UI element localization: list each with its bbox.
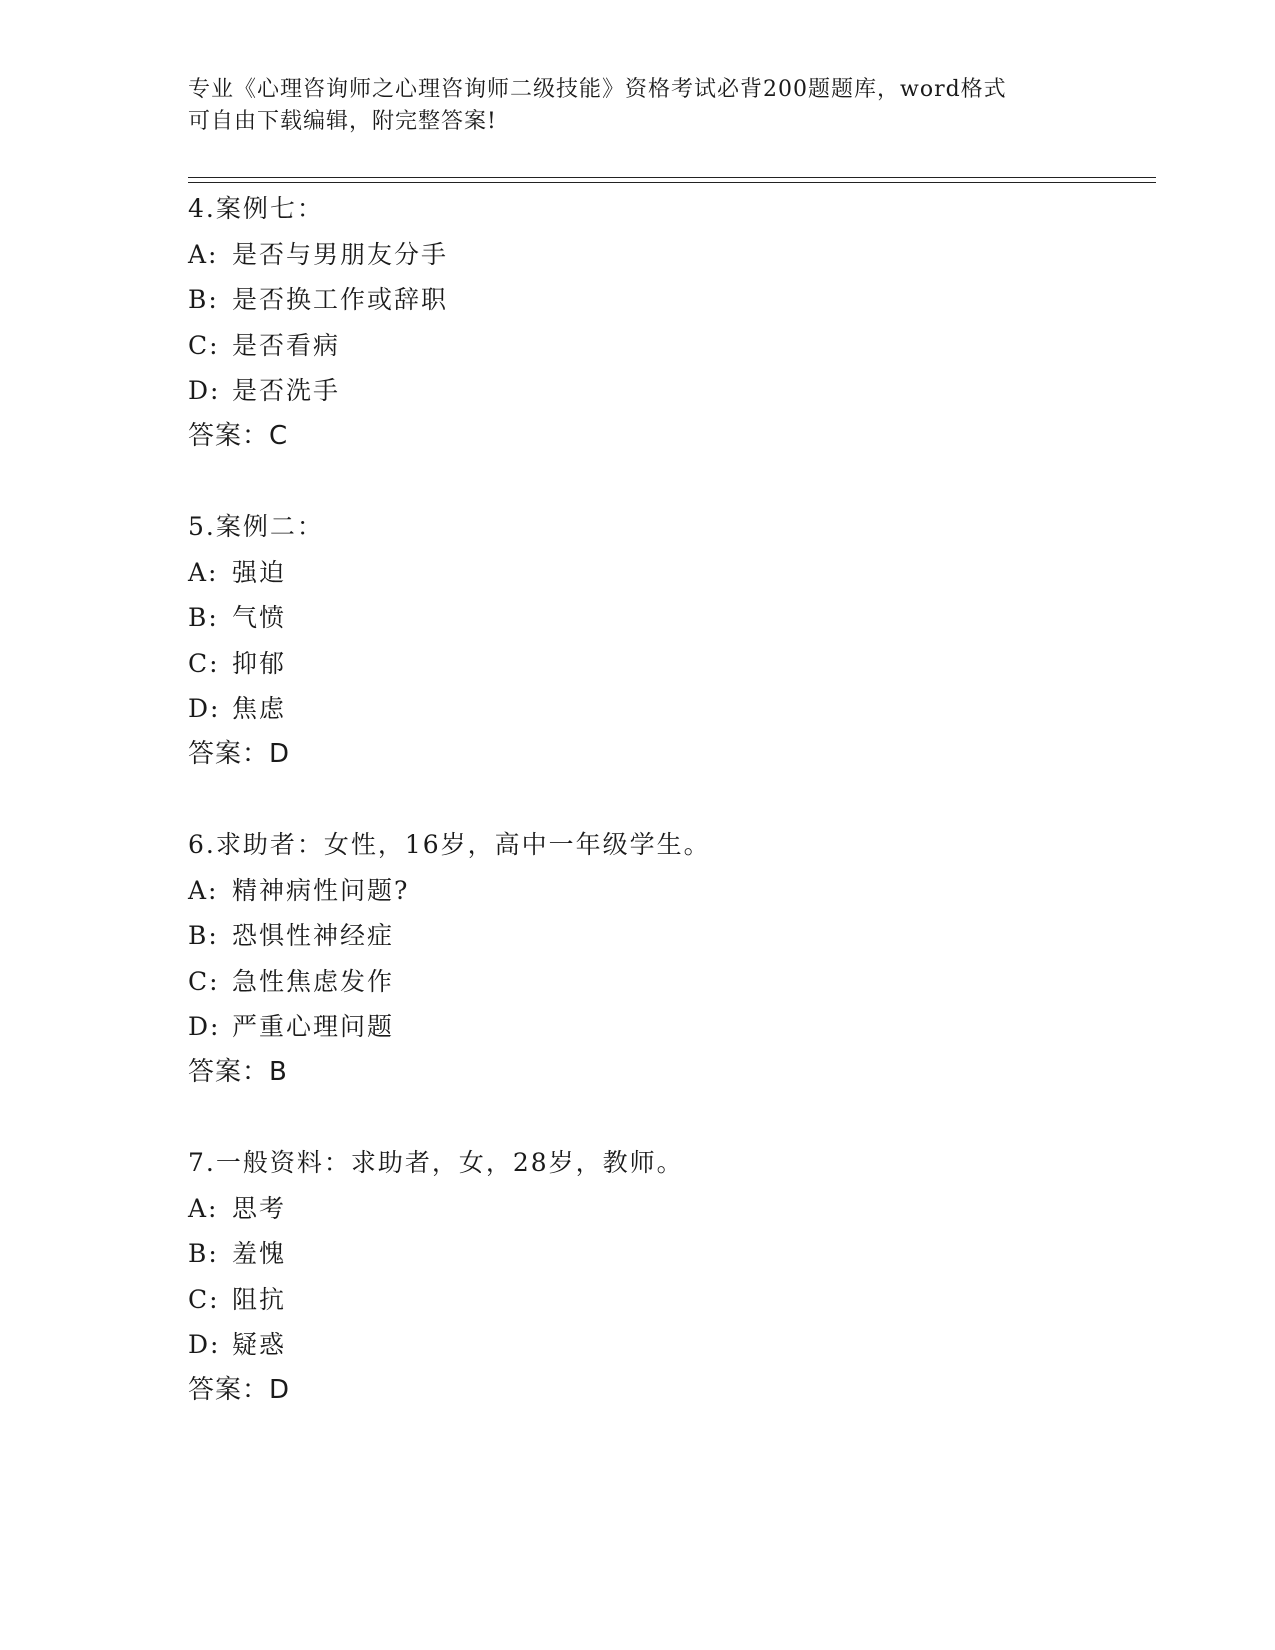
- question-stem: 4.案例七：: [188, 194, 324, 223]
- option-letter: C:: [188, 330, 220, 360]
- option-text: 精神病性问题?: [232, 875, 410, 905]
- option-text: 是否洗手: [232, 376, 341, 406]
- option-letter: D:: [188, 376, 221, 406]
- option-letter: A:: [188, 875, 219, 905]
- option-a: [188, 232, 1148, 278]
- option-text: 是否换工作或辞职: [232, 285, 449, 315]
- option-c: [188, 641, 1148, 687]
- option-text: 是否与男朋友分手: [232, 239, 449, 269]
- option-text: 思考: [232, 1193, 287, 1223]
- header-divider-top: [188, 177, 1156, 178]
- option-text: 疑惑: [232, 1330, 287, 1360]
- option-text: 强迫: [232, 557, 287, 587]
- option-c: [188, 323, 1148, 369]
- question-block: [188, 822, 1148, 1096]
- option-letter: A:: [188, 239, 219, 269]
- option-d: [188, 1004, 1148, 1050]
- option-a: [188, 868, 1148, 914]
- option-d: [188, 686, 1148, 732]
- answer-line: 答案：D: [188, 1374, 291, 1405]
- option-b: [188, 277, 1148, 323]
- question-block: [188, 1140, 1148, 1414]
- option-b: [188, 913, 1148, 959]
- option-letter: A:: [188, 557, 219, 587]
- option-letter: C:: [188, 966, 220, 996]
- question-stem: 5.案例二：: [188, 512, 324, 541]
- option-b: [188, 595, 1148, 641]
- option-b: [188, 1231, 1148, 1277]
- option-c: [188, 959, 1148, 1005]
- answer-line: 答案：C: [188, 420, 289, 451]
- option-letter: C:: [188, 648, 220, 678]
- option-d: [188, 1322, 1148, 1368]
- question-block: [188, 186, 1148, 460]
- option-letter: B:: [188, 921, 219, 951]
- option-letter: B:: [188, 1239, 219, 1269]
- option-letter: B:: [188, 603, 219, 633]
- answer-line: 答案：B: [188, 1056, 288, 1087]
- option-a: [188, 550, 1148, 596]
- option-d: [188, 368, 1148, 414]
- question-stem: 7.一般资料：求助者，女，28岁，教师。: [188, 1148, 684, 1177]
- document-header: [188, 74, 1088, 138]
- option-letter: D:: [188, 694, 221, 724]
- option-a: [188, 1186, 1148, 1232]
- option-text: 焦虑: [232, 694, 287, 724]
- option-text: 急性焦虑发作: [232, 966, 395, 996]
- option-c: [188, 1277, 1148, 1323]
- option-text: 严重心理问题: [232, 1012, 395, 1042]
- question-block: [188, 504, 1148, 778]
- question-stem: 6.求助者：女性，16岁，高中一年级学生。: [188, 830, 711, 859]
- option-letter: C:: [188, 1284, 220, 1314]
- option-letter: B:: [188, 285, 219, 315]
- header-divider-bottom: [188, 182, 1156, 183]
- option-text: 羞愧: [232, 1239, 287, 1269]
- option-letter: D:: [188, 1012, 221, 1042]
- option-text: 气愤: [232, 603, 287, 633]
- option-text: 是否看病: [232, 330, 341, 360]
- option-text: 恐惧性神经症: [232, 921, 395, 951]
- answer-line: 答案：D: [188, 738, 291, 769]
- option-text: 阻抗: [232, 1284, 287, 1314]
- header-line-2: 可自由下载编辑，附完整答案!: [188, 109, 497, 134]
- option-text: 抑郁: [232, 648, 287, 678]
- option-letter: D:: [188, 1330, 221, 1360]
- option-letter: A:: [188, 1193, 219, 1223]
- header-line-1: 专业《心理咨询师之心理咨询师二级技能》资格考试必背200题题库，word格式: [188, 77, 1007, 102]
